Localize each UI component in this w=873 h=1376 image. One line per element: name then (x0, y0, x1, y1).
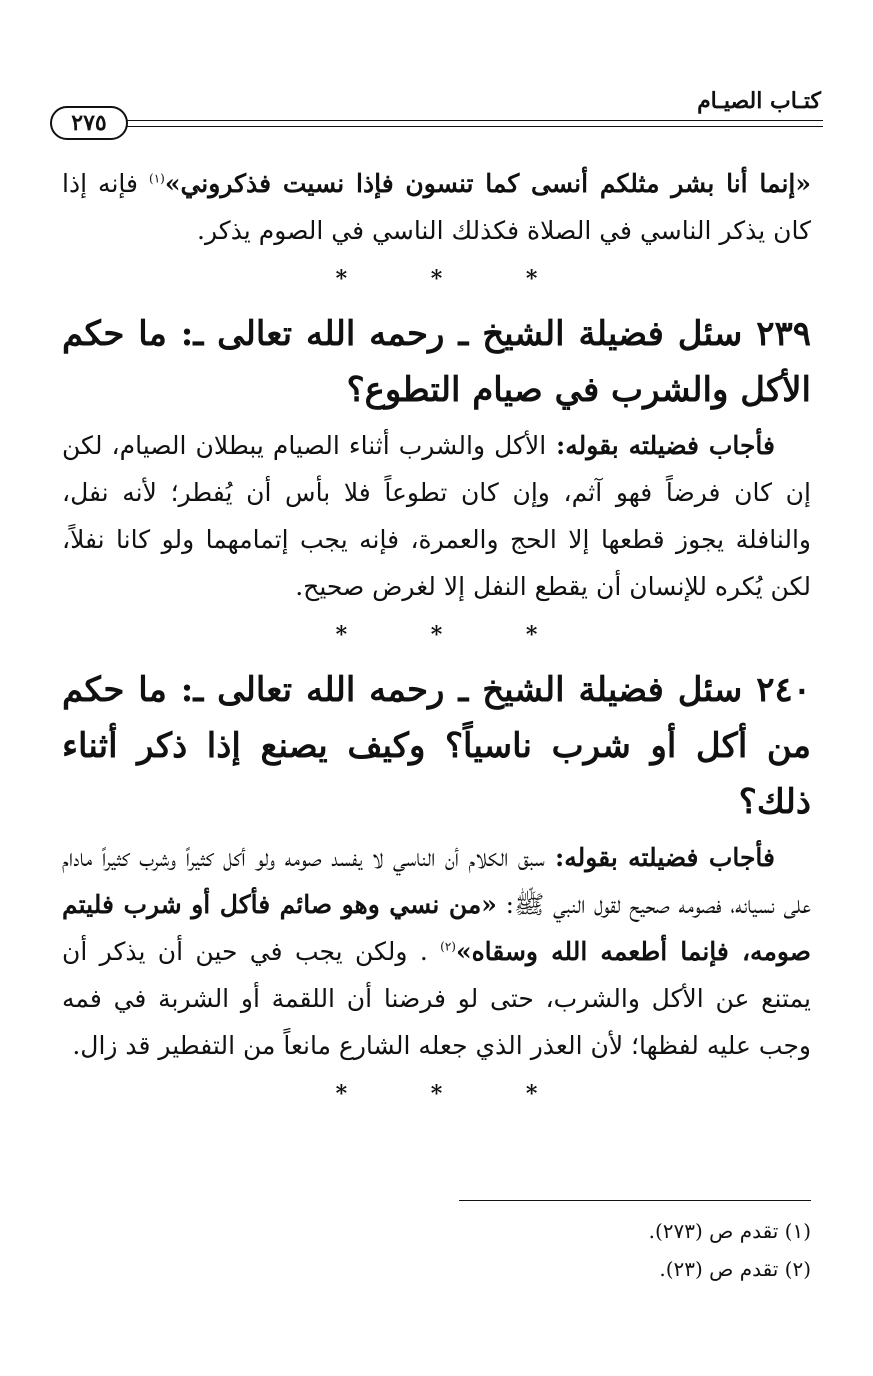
answer-240 (62, 834, 811, 1069)
page-number: ٢٧٥ (50, 106, 128, 140)
header-rule-second (122, 126, 823, 127)
footnote-rule (459, 1200, 811, 1201)
paragraph-continuation (62, 160, 811, 254)
footnote-ref-2: (٢) (440, 939, 456, 954)
question-240: ٢٤٠ سئل فضيلة الشيخ ـ رحمه الله تعالى ـ: ما حكم من أكل أو شرب ناسياً؟ وكيف يصنع إذا ذكر أثناء ذلك؟ (62, 670, 811, 822)
running-title: كتـاب الصيـام (697, 88, 821, 114)
answer-lead: فأجاب فضيلته بقوله: (546, 431, 775, 460)
hadith-quote: «إنما أنا بشر مثلكم أنسى كما تنسون فإذا نسيت فذكروني» (164, 169, 811, 198)
footnote-2: (٢) تقدم ص (٢٣). (659, 1257, 811, 1281)
page-header (50, 82, 823, 142)
answer-text-part2: . ولكن يجب في حين أن يذكر أن يمتنع عن الأكل والشرب، حتى لو فرضنا أن اللقمة أو الشربة في فمه وجب عليه لفظها؛ لأن العذر الذي جعله الشارع مانعاً من التفطير قد زال. (62, 937, 811, 1060)
answer-text: الأكل والشرب أثناء الصيام يبطلان الصيام، لكن إن كان فرضاً فهو آثم، وإن كان تطوعاً فلا بأس أن يُفطر؛ لأنه نفل، والنافلة يجوز قطعها إلا الحج والعمرة، فإنه يجب إتمامهما ولو كانا نفلاً، لكن يُكره للإنسان أن يقطع النفل إلا لغرض صحيح. (62, 431, 811, 601)
section-separator-2: * * * (335, 622, 576, 648)
hadith-quote-2: «من نسي وهو صائم فأكل أو شرب فليتم صومه، فإنما أطعمه الله وسقاه» (62, 890, 811, 966)
footnote-1: (١) تقدم ص (٢٧٣). (648, 1219, 811, 1243)
page-content (62, 160, 811, 1119)
section-separator: * * * (335, 266, 576, 292)
paragraph-text: فإنه إذا كان يذكر الناسي في الصلاة فكذلك الناسي في الصوم يذكر. (62, 169, 811, 245)
answer-lead-2: فأجاب فضيلته بقوله: (544, 843, 775, 872)
footnote-ref-1: (١) (149, 171, 165, 186)
answer-239 (62, 422, 811, 610)
answer-text-part1: سبق الكلام أن الناسي لا يفسد صومه ولو أكل كثيراً وشرب كثيراً مادام على نسيانه، فصومه صحيح لقول النبي ﷺ: (62, 843, 811, 919)
footnotes (62, 1212, 811, 1288)
question-239: ٢٣٩ سئل فضيلة الشيخ ـ رحمه الله تعالى ـ: ما حكم الأكل والشرب في صيام التطوع؟ (62, 314, 811, 410)
header-rule (122, 120, 823, 121)
section-separator-3: * * * (335, 1081, 576, 1107)
